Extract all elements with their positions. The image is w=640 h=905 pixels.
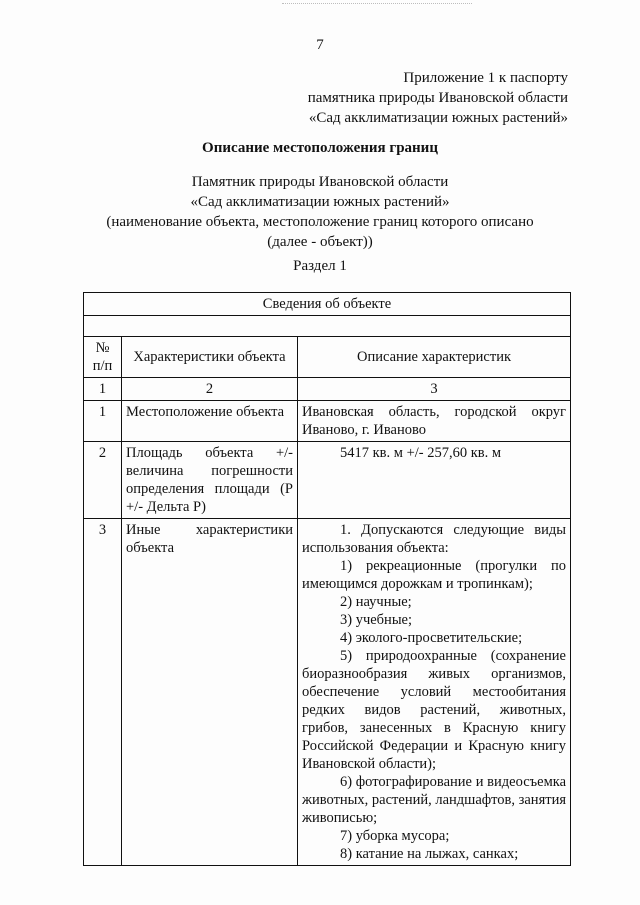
table-header-row [84,337,571,378]
row-characteristic: Площадь объекта +/- величина погрешности определения площади (P +/- Дельта P) [122,442,298,519]
list-item: 1) рекреационные (прогулки по имеющимся дорожкам и тропинкам); [302,558,566,592]
row-description-list [298,519,571,866]
row-description: 5417 кв. м +/- 257,60 кв. м [298,442,571,519]
table-row [84,401,571,442]
table-colnum-row [84,378,571,401]
row-num: 2 [84,442,122,519]
row-characteristic: Местоположение объекта [122,401,298,442]
appendix-line-1: Приложение 1 к паспорту [403,70,568,86]
object-description [0,172,640,252]
row-num: 1 [84,401,122,442]
table-row [84,442,571,519]
row-characteristic: Иные характеристики объекта [122,519,298,866]
object-info-table [83,292,571,866]
header-description: Описание характеристик [298,337,571,378]
row-num: 3 [84,519,122,866]
table-empty-row [84,316,571,337]
description-line-3: (наименование объекта, местоположение границ которого описано [106,214,534,230]
list-item: 1. Допускаются следующие виды использования объекта: [302,522,566,556]
colnum-2: 2 [122,378,298,401]
appendix-line-3: «Сад акклиматизации южных растений» [308,110,568,126]
list-item: 8) катание на лыжах, санках; [340,846,519,862]
document-heading: Описание местоположения границ [202,140,438,156]
description-line-4: (далее - объект)) [267,234,373,250]
scan-artifact [282,3,472,6]
header-characteristics: Характеристики объекта [122,337,298,378]
description-line-1: Памятник природы Ивановской области [191,174,449,190]
table-row [84,519,571,866]
table-title: Сведения об объекте [84,293,571,316]
colnum-3: 3 [298,378,571,401]
header-num: № п/п [84,337,122,378]
appendix-line-2: памятника природы Ивановской области [307,90,568,106]
appendix-note [308,68,568,128]
list-item: 4) эколого-просветительские; [340,630,523,646]
list-item: 3) учебные; [340,612,413,628]
list-item: 7) уборка мусора; [340,828,450,844]
description-line-2: «Сад акклиматизации южных растений» [190,194,450,210]
table-title-row [84,293,571,316]
colnum-1: 1 [84,378,122,401]
row-description: Ивановская область, городской округ Иваново, г. Иваново [298,401,571,442]
section-title: Раздел 1 [293,258,347,274]
page-number: 7 [316,37,324,53]
list-item: 6) фотографирование и видеосъемка животных, растений, ландшафтов, занятия живописью; [302,774,567,826]
list-item: 5) природоохранные (сохранение биоразнообразия живых организмов, обеспечение условий местообитания редких видов растений, животных, грибов, занесенных в Красную книгу Российской Федерации и Красную книгу Ивановской области); [302,648,566,772]
table-empty-cell [84,316,571,337]
list-item: 2) научные; [340,594,412,610]
